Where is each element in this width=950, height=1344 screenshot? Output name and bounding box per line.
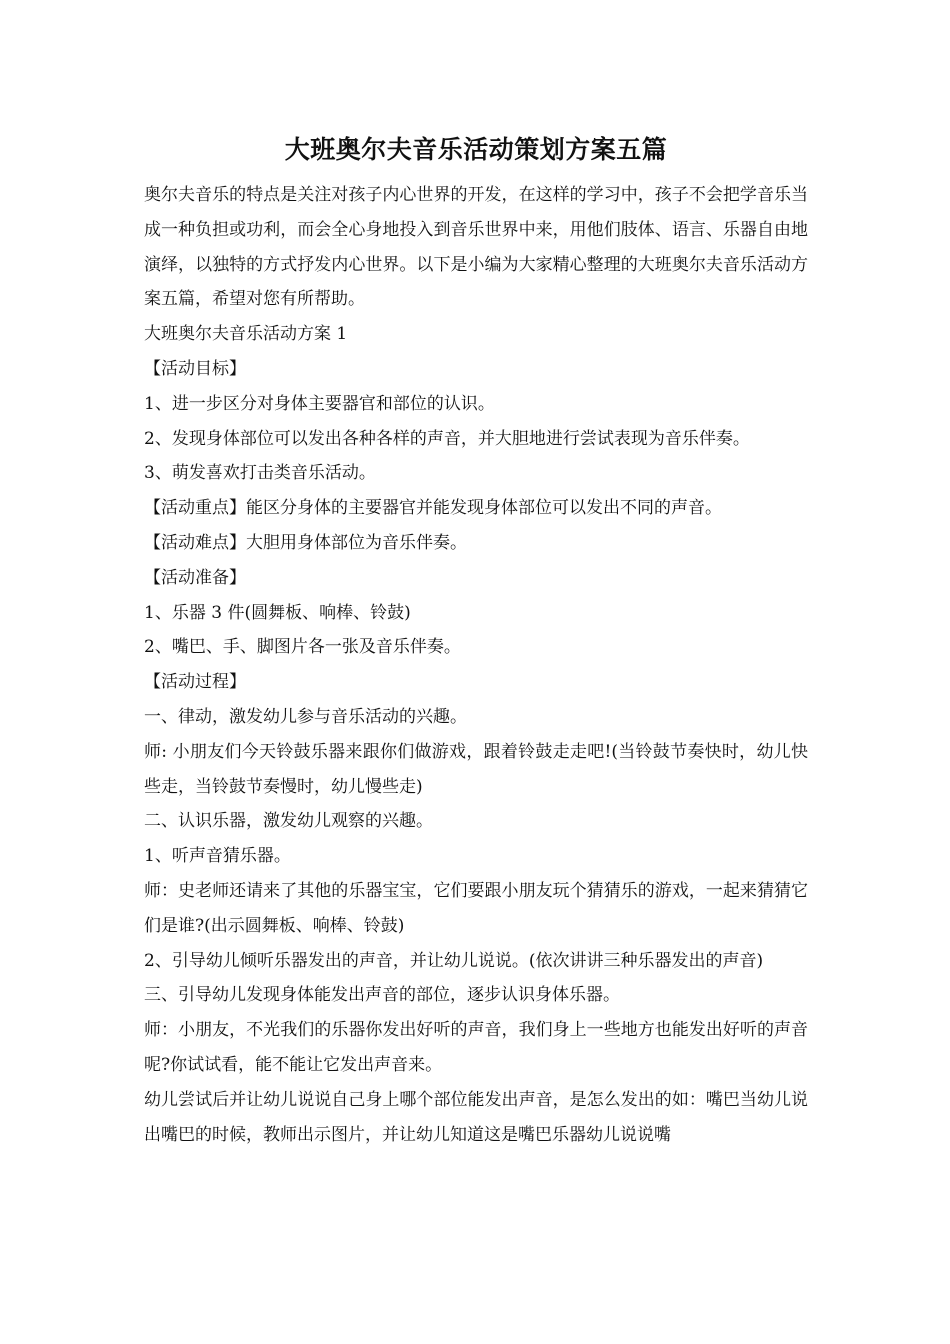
intro-paragraph: 奥尔夫音乐的特点是关注对孩子内心世界的开发，在这样的学习中，孩子不会把学音乐当成一种负担或功利，而会全心身地投入到音乐世界中来，用他们肢体、语言、乐器自由地演绎，以独特的方式抒发内心世界。以下是小编为大家精心整理的大班奥尔夫音乐活动方案五篇，希望对您有所帮助。 <box>144 185 808 310</box>
process-step: 一、律动，激发幼儿参与音乐活动的兴趣。 <box>144 706 467 727</box>
teacher-dialogue: 师：史老师还请来了其他的乐器宝宝，它们要跟小朋友玩个猜猜乐的游戏，一起来猜猜它们是谁?(出示圆舞板、响棒、铃鼓) <box>144 880 808 936</box>
document-page <box>144 130 808 1152</box>
process-step: 三、引导幼儿发现身体能发出声音的部位，逐步认识身体乐器。 <box>144 985 620 1006</box>
document-title: 大班奥尔夫音乐活动策划方案五篇 <box>284 135 668 164</box>
goal-item: 1、进一步区分对身体主要器官和部位的认识。 <box>144 393 495 414</box>
process-substep: 1、听声音猜乐器。 <box>144 846 291 867</box>
document-body <box>144 178 808 1152</box>
teacher-dialogue: 师：小朋友，不光我们的乐器你发出好听的声音，我们身上一些地方也能发出好听的声音呢?你试试看，能不能让它发出声音来。 <box>144 1020 808 1075</box>
teacher-dialogue: 师: 小朋友们今天铃鼓乐器来跟你们做游戏，跟着铃鼓走走吧!(当铃鼓节奏快时，幼儿快些走，当铃鼓节奏慢时，幼儿慢些走) <box>144 741 808 797</box>
process-substep: 2、引导幼儿倾听乐器发出的声音，并让幼儿说说。(依次讲讲三种乐器发出的声音) <box>144 950 764 971</box>
goal-item: 2、发现身体部位可以发出各种各样的声音，并大胆地进行尝试表现为音乐伴奏。 <box>144 428 750 449</box>
subheading-preparation: 【活动准备】 <box>144 567 246 588</box>
preparation-item: 2、嘴巴、手、脚图片各一张及音乐伴奏。 <box>144 637 461 658</box>
subheading-goals: 【活动目标】 <box>144 358 246 379</box>
difficulty-point: 【活动难点】大胆用身体部位为音乐伴奏。 <box>144 532 467 553</box>
key-point: 【活动重点】能区分身体的主要器官并能发现身体部位可以发出不同的声音。 <box>144 498 722 519</box>
process-step: 二、认识乐器，激发幼儿观察的兴趣。 <box>144 811 433 832</box>
activity-description: 幼儿尝试后并让幼儿说说自己身上哪个部位能发出声音，是怎么发出的如：嘴巴当幼儿说出嘴巴的时候，教师出示图片，并让幼儿知道这是嘴巴乐器幼儿说说嘴 <box>144 1089 808 1145</box>
section-heading: 大班奥尔夫音乐活动方案 1 <box>144 324 348 345</box>
goal-item: 3、萌发喜欢打击类音乐活动。 <box>144 463 376 484</box>
subheading-process: 【活动过程】 <box>144 672 246 693</box>
preparation-item: 1、乐器 3 件(圆舞板、响棒、铃鼓) <box>144 602 411 623</box>
